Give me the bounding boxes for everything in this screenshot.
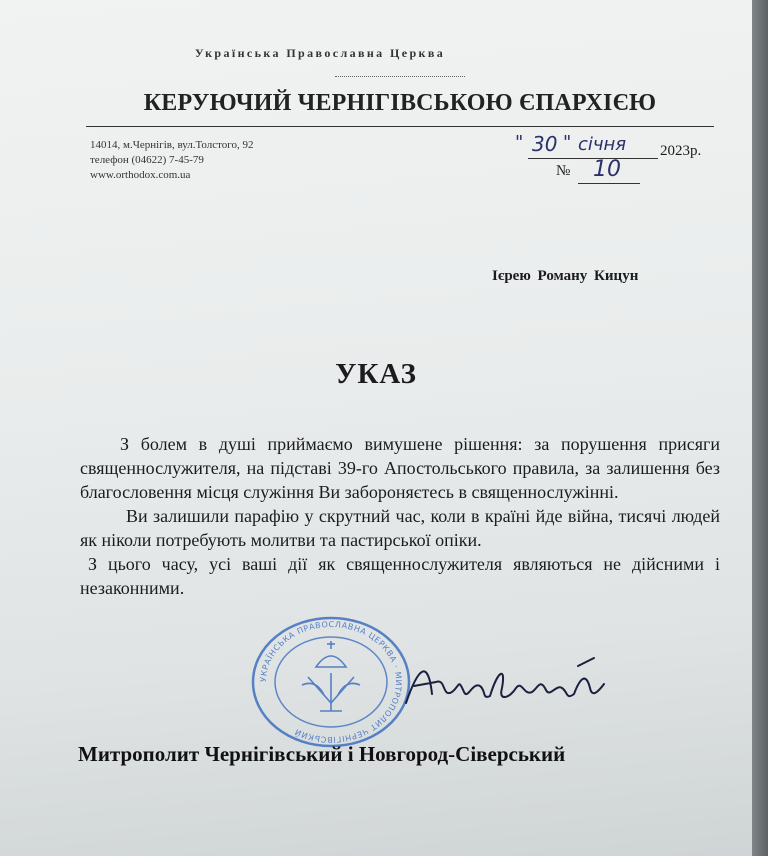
date-month: січня [578,134,627,155]
header-ornament [335,76,465,78]
paragraph-1: З болем в душі приймаємо вимушене рішення: за порушення присяги священнослужителя, на підставі 39-го Апостольського правила, за залишення без благословення місця служіння Ви забороняєтесь в священнослужінні. [80,434,720,502]
decree-body [80,432,720,600]
website-line: www.orthodox.com.ua [90,169,191,181]
crown-emblem-icon [302,641,360,711]
paragraph-2: Ви залишили парафію у скрутний час, коли в країні йде війна, тисячі людей як ніколи потребують молитви та пастирської опіки. [80,506,720,550]
number-underline [578,183,640,184]
church-name: Українська Православна Церква [194,46,446,60]
date-quote-close: " [563,132,572,153]
header-title: КЕРУЮЧИЙ ЧЕРНІГІВСЬКОЮ ЄПАРХІЄЮ [143,90,657,116]
number-sign: № [556,163,571,179]
document-title: УКАЗ [335,358,417,390]
stamp-ring-text: УКРАЇНСЬКА ПРАВОСЛАВНА ЦЕРКВА · МИТРОПОЛИТ ЧЕРНІГІВСЬКИЙ [258,619,404,745]
date-year: 2023р. [660,143,702,159]
handwritten-signature [398,648,618,718]
address-line: 14014, м.Чернігів, вул.Толстого, 92 [90,139,254,151]
recipient: Ієрею Роману Кицун [492,268,639,284]
paragraph-3: З цього часу, усі ваші дії як священнослужителя являються не дійсними і незаконними. [80,554,720,598]
phone-line: телефон (04622) 7-45-79 [90,154,204,166]
document-number: 10 [593,157,621,182]
contact-block [90,138,254,183]
signer-title: Митрополит Чернігівський і Новгород-Сіверський [78,742,566,766]
church-seal-stamp [250,615,412,750]
date-quote-open: " [515,132,524,153]
date-day: 30 [532,132,558,156]
header-rule [86,126,714,127]
